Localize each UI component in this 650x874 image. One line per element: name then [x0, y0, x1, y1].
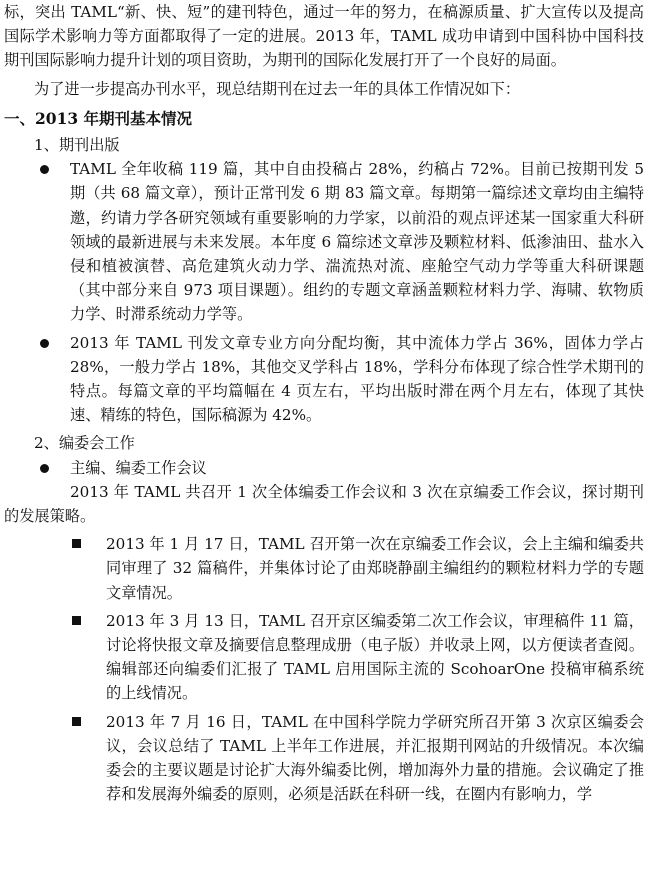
bullet-text: 2013 年 TAML 刊发文章专业方向分配均衡，其中流体力学占 36%，固体力学占 28%，一般力学占 18%，其他交叉学科占 18%，学科分布体现了综合性学术期刊的特点。每篇文章的平均篇幅在 4 页左右，平均出版时滞在两个月左右，体现了其快速、精练的特色，国际稿源为 42%。: [70, 333, 644, 425]
square-bullet-icon: [72, 539, 81, 548]
section-1-heading: 一、2013 年期刊基本情况: [4, 108, 193, 128]
meeting-item: [4, 710, 644, 807]
meeting-item-text: 2013 年 7 月 16 日，TAML 在中国科学院力学研究所召开第 3 次京区编委会议，会议总结了 TAML 上半年工作进展，并汇报期刊网站的升级情况。本次编委会的主要议题是讨论扩大海外编委比例，增加海外力量的措施。会议确定了推荐和发展海外编委的原则，必须是活跃在科研一线，在圈内有影响力，学: [106, 712, 644, 804]
subsection-1-heading: 1、期刊出版: [34, 136, 120, 155]
meeting-item: [4, 532, 644, 605]
bullet-text: TAML 全年收稿 119 篇，其中自由投稿占 28%，约稿占 72%。目前已按期刊发 5 期（共 68 篇文章），预计正常刊发 6 期 83 篇文章。每期第一篇综述文章均由主编特邀，约请力学各研究领域有重要影响的力学家，以前沿的观点评述某一国家重大科研领域的最新进展与未来发展。本年度 6 篇综述文章涉及颗粒材料、低渗油田、盐水入侵和植被演替、高危建筑火动力学、湍流热对流、座舱空气动力学等重大科研课题（其中部分来自 973 项目课题）。组约的专题文章涵盖颗粒材料力学、海啸、软物质力学、时滞系统动力学等。: [70, 160, 644, 324]
meeting-item-text: 2013 年 1 月 17 日，TAML 召开第一次在京编委工作会议，会上主编和编委共同审理了 32 篇稿件，并集体讨论了由郑晓静副主编组约的颗粒材料力学的专题文章情况。: [106, 535, 644, 602]
bullet-item: [4, 157, 644, 326]
square-bullet-icon: [72, 717, 81, 726]
bullet-item: [4, 331, 644, 428]
intro-paragraph-1: 标，突出 TAML“新、快、短”的建刊特色，通过一年的努力，在稿源质量、扩大宣传以及提高国际学术影响力等方面都取得了一定的进展。2013 年，TAML 成功申请到中国科协中国科技期刊国际影响力提升计划的项目资助，为期刊的国际化发展打开了一个良好的局面。: [4, 3, 644, 70]
bullet-dot-icon: [40, 464, 49, 473]
meeting-item: [4, 609, 644, 706]
bullet-item: [4, 456, 644, 480]
meeting-summary-paragraph: 2013 年 TAML 共召开 1 次全体编委工作会议和 3 次在京编委工作会议，探讨期刊的发展策略。: [4, 482, 644, 526]
bullet-dot-icon: [40, 165, 49, 174]
intro-paragraph-2: 为了进一步提高办刊水平，现总结期刊在过去一年的具体工作情况如下：: [34, 79, 520, 98]
square-bullet-icon: [72, 616, 81, 625]
bullet-dot-icon: [40, 339, 49, 348]
bullet-text: 主编、编委工作会议: [70, 458, 207, 477]
subsection-2-heading: 2、编委会工作: [34, 434, 135, 453]
meeting-item-text: 2013 年 3 月 13 日，TAML 召开京区编委第二次工作会议，审理稿件 11 篇，讨论将快报文章及摘要信息整理成册（电子版）并收录上网，以方便读者查阅。编辑部还向编委们汇报了 TAML 启用国际主流的 ScohoarOne 投稿审稿系统的上线情况。: [106, 611, 644, 703]
